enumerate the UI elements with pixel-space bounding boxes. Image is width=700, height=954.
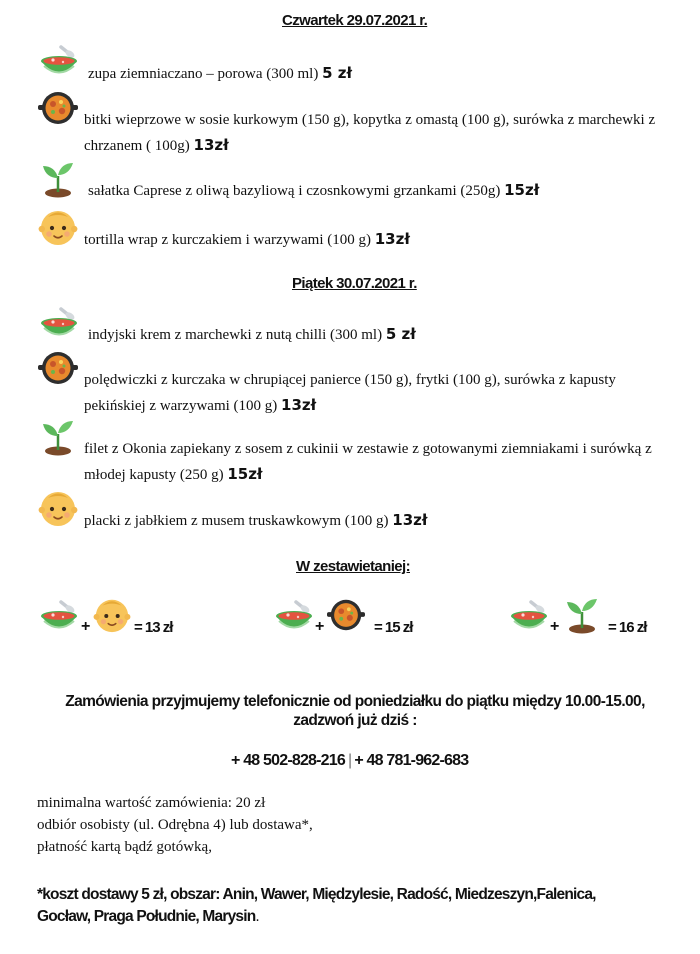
orders-notice bbox=[20, 692, 690, 730]
price: 13zł bbox=[281, 396, 317, 414]
price: 13zł bbox=[374, 230, 410, 248]
delivery-line-2: Gocław, Praga Południe, Marysin. bbox=[37, 908, 259, 925]
paella-pan-icon bbox=[327, 596, 365, 634]
plus-sign: + bbox=[315, 618, 325, 635]
info-payment: płatność kartą bądź gotówką, bbox=[37, 839, 212, 855]
plus-sign: + bbox=[81, 618, 91, 635]
price: 5 zł bbox=[385, 325, 416, 343]
thursday-item-1: zupa ziemniaczano – porowa (300 ml) 5 zł bbox=[88, 64, 353, 82]
friday-item-3: filet z Okonia zapiekany z sosem z cukinii w zestawie z gotowanymi ziemniakami i surówką z młodej kapusty (250 g) 15zł bbox=[84, 441, 652, 483]
combo-price: = 16 zł bbox=[608, 619, 647, 636]
combo-price: = 13 zł bbox=[134, 619, 173, 636]
soup-bowl-icon bbox=[508, 600, 550, 634]
info-min-order: minimalna wartość zamówienia: 20 zł bbox=[37, 795, 266, 811]
baby-face-icon bbox=[38, 488, 78, 528]
phone-2[interactable]: + 48 781-962-683 bbox=[354, 752, 469, 769]
thursday-item-3: sałatka Caprese z oliwą bazyliową i czosnkowymi grzankami (250g) 15zł bbox=[88, 181, 540, 199]
phone-separator: | bbox=[347, 752, 352, 769]
price: 13zł bbox=[193, 136, 229, 154]
price: 15zł bbox=[227, 465, 263, 483]
phone-1[interactable]: + 48 502-828-216 bbox=[231, 752, 345, 769]
friday-item-2: polędwiczki z kurczaka w chrupiącej panierce (150 g), frytki (100 g), surówka z kapusty pekińskiej z warzywami (100 g) 13zł bbox=[84, 372, 616, 414]
order-info bbox=[37, 792, 313, 858]
soup-bowl-icon bbox=[38, 600, 80, 634]
friday-heading: Piątek 30.07.2021 r. bbox=[292, 275, 417, 292]
delivery-line-1: *koszt dostawy 5 zł, obszar: Anin, Wawer, Międzylesie, Radość, Miedzeszyn,Falenica, bbox=[37, 886, 596, 903]
orders-line-1: Zamówienia przyjmujemy telefonicznie od poniedziałku do piątku między 10.00-15.00, bbox=[65, 693, 645, 710]
soup-bowl-icon bbox=[38, 307, 80, 341]
orders-line-2: zadzwoń już dziś : bbox=[293, 712, 417, 729]
baby-face-icon bbox=[93, 596, 131, 634]
price: 5 zł bbox=[322, 64, 353, 82]
price: 15zł bbox=[504, 181, 540, 199]
delivery-info bbox=[37, 884, 687, 928]
thursday-item-4: tortilla wrap z kurczakiem i warzywami (100 g) 13zł bbox=[84, 230, 410, 248]
seedling-icon bbox=[38, 416, 78, 456]
thursday-item-2: bitki wieprzowe w sosie kurkowym (150 g), kopytka z omastą (100 g), surówka z marchewki z chrzanem ( 100g) 13zł bbox=[84, 112, 656, 154]
phone-numbers bbox=[231, 752, 468, 770]
soup-bowl-icon bbox=[38, 45, 80, 79]
info-pickup: odbiór osobisty (ul. Odrębna 4) lub dostawa*, bbox=[37, 817, 313, 833]
friday-item-4: placki z jabłkiem z musem truskawkowym (100 g) 13zł bbox=[84, 511, 428, 529]
combos-heading: W zestawietaniej: bbox=[296, 558, 410, 575]
combo-price: = 15 zł bbox=[374, 619, 413, 636]
seedling-icon bbox=[562, 594, 602, 634]
paella-pan-icon bbox=[38, 88, 78, 128]
seedling-icon bbox=[38, 158, 78, 198]
thursday-heading: Czwartek 29.07.2021 r. bbox=[282, 12, 428, 29]
paella-pan-icon bbox=[38, 348, 78, 388]
soup-bowl-icon bbox=[273, 600, 315, 634]
baby-face-icon bbox=[38, 207, 78, 247]
price: 13zł bbox=[392, 511, 428, 529]
plus-sign: + bbox=[550, 618, 560, 635]
friday-item-1: indyjski krem z marchewki z nutą chilli (300 ml) 5 zł bbox=[88, 325, 416, 343]
